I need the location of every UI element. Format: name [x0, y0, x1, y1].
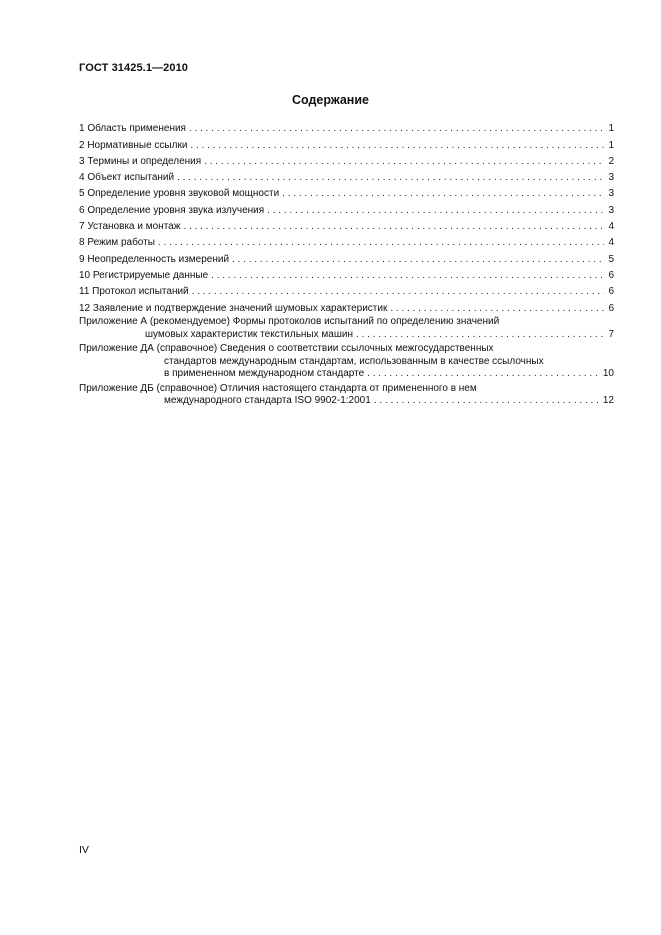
- toc-entry-1[interactable]: [79, 119, 614, 135]
- toc-entry-page: 6: [608, 269, 614, 281]
- toc-entry-7[interactable]: [79, 217, 614, 233]
- toc-entry-page: 12: [602, 395, 614, 407]
- toc-entry-page: 1: [608, 139, 614, 151]
- toc-entry-label: Приложение А (рекомендуемое) Формы протоколов испытаний по определению значений: [79, 316, 500, 328]
- toc-dot-leader: [232, 253, 604, 266]
- toc-dot-leader: [356, 329, 604, 342]
- toc-entry-3[interactable]: [79, 152, 614, 168]
- toc-entry-9[interactable]: [79, 249, 614, 265]
- toc-entry-label-continued: стандартов международным стандартам, использованным в качестве ссылочных: [164, 355, 544, 367]
- toc-entry-appendix-db[interactable]: [79, 383, 614, 408]
- toc-dot-leader: [177, 171, 604, 184]
- toc-entry-label: 9 Неопределенность измерений: [79, 253, 230, 265]
- toc-entry-page: 3: [608, 204, 614, 216]
- toc-entry-page: 2: [608, 155, 614, 167]
- toc-dot-leader: [374, 395, 601, 408]
- toc-entry-label: 1 Область применения: [79, 123, 186, 135]
- toc-entry-12[interactable]: [79, 298, 614, 314]
- toc-dot-leader: [204, 155, 604, 168]
- toc-entry-label: 8 Режим работы: [79, 237, 155, 249]
- toc-entry-4[interactable]: [79, 168, 614, 184]
- toc-dot-leader: [192, 285, 604, 298]
- toc-entry-page: 3: [608, 172, 614, 184]
- toc-entry-label-continued: международного стандарта ISO 9902-1:2001: [164, 395, 371, 407]
- toc-entry-appendix-da[interactable]: [79, 343, 614, 381]
- toc-entry-11[interactable]: [79, 282, 614, 298]
- toc-entry-label: 7 Установка и монтаж: [79, 221, 181, 233]
- toc-dot-leader: [190, 139, 604, 152]
- table-of-contents: [79, 119, 614, 410]
- toc-entry-label: 2 Нормативные ссылки: [79, 139, 188, 151]
- toc-dot-leader: [267, 204, 604, 217]
- toc-entry-page: 10: [602, 368, 614, 380]
- toc-title: Содержание: [291, 93, 369, 107]
- toc-entry-page: 3: [608, 188, 614, 200]
- toc-entry-page: 4: [608, 221, 614, 233]
- toc-entry-label: Приложение ДБ (справочное) Отличия настоящего стандарта от примененного в нем: [79, 382, 477, 394]
- toc-entry-page: 5: [608, 253, 614, 265]
- toc-entry-page: 6: [608, 302, 614, 314]
- toc-entry-page: 4: [608, 237, 614, 249]
- toc-entry-label: 3 Термины и определения: [79, 155, 202, 167]
- toc-entry-appendix-a[interactable]: [79, 316, 614, 341]
- standard-designation: ГОСТ 31425.1—2010: [79, 62, 189, 74]
- toc-dot-leader: [189, 122, 604, 135]
- toc-entry-label-continued: шумовых характеристик текстильных машин: [145, 328, 353, 340]
- toc-entry-label: 12 Заявление и подтверждение значений шумовых характеристик: [79, 302, 388, 314]
- toc-dot-leader: [390, 302, 604, 315]
- toc-dot-leader: [282, 187, 604, 200]
- toc-entry-label: Приложение ДА (справочное) Сведения о соответствии ссылочных межгосударственных: [79, 343, 494, 355]
- toc-entry-label: 6 Определение уровня звука излучения: [79, 204, 265, 216]
- toc-entry-10[interactable]: [79, 266, 614, 282]
- toc-entry-label: 11 Протокол испытаний: [79, 286, 189, 298]
- toc-entry-label: 5 Определение уровня звуковой мощности: [79, 188, 280, 200]
- toc-dot-leader: [367, 368, 601, 381]
- toc-entry-label: 10 Регистрируемые данные: [79, 269, 209, 281]
- toc-dot-leader: [211, 269, 604, 282]
- toc-entry-label-continued: в примененном международном стандарте: [164, 368, 365, 380]
- toc-entry-6[interactable]: [79, 200, 614, 216]
- toc-entry-page: 6: [608, 286, 614, 298]
- toc-entry-5[interactable]: [79, 184, 614, 200]
- toc-entry-2[interactable]: [79, 135, 614, 151]
- toc-entry-8[interactable]: [79, 233, 614, 249]
- toc-entry-page: 7: [608, 328, 614, 340]
- toc-entry-label: 4 Объект испытаний: [79, 172, 175, 184]
- toc-entry-page: 1: [608, 123, 614, 135]
- toc-dot-leader: [183, 220, 604, 233]
- toc-dot-leader: [158, 236, 604, 249]
- page-number: IV: [79, 844, 89, 856]
